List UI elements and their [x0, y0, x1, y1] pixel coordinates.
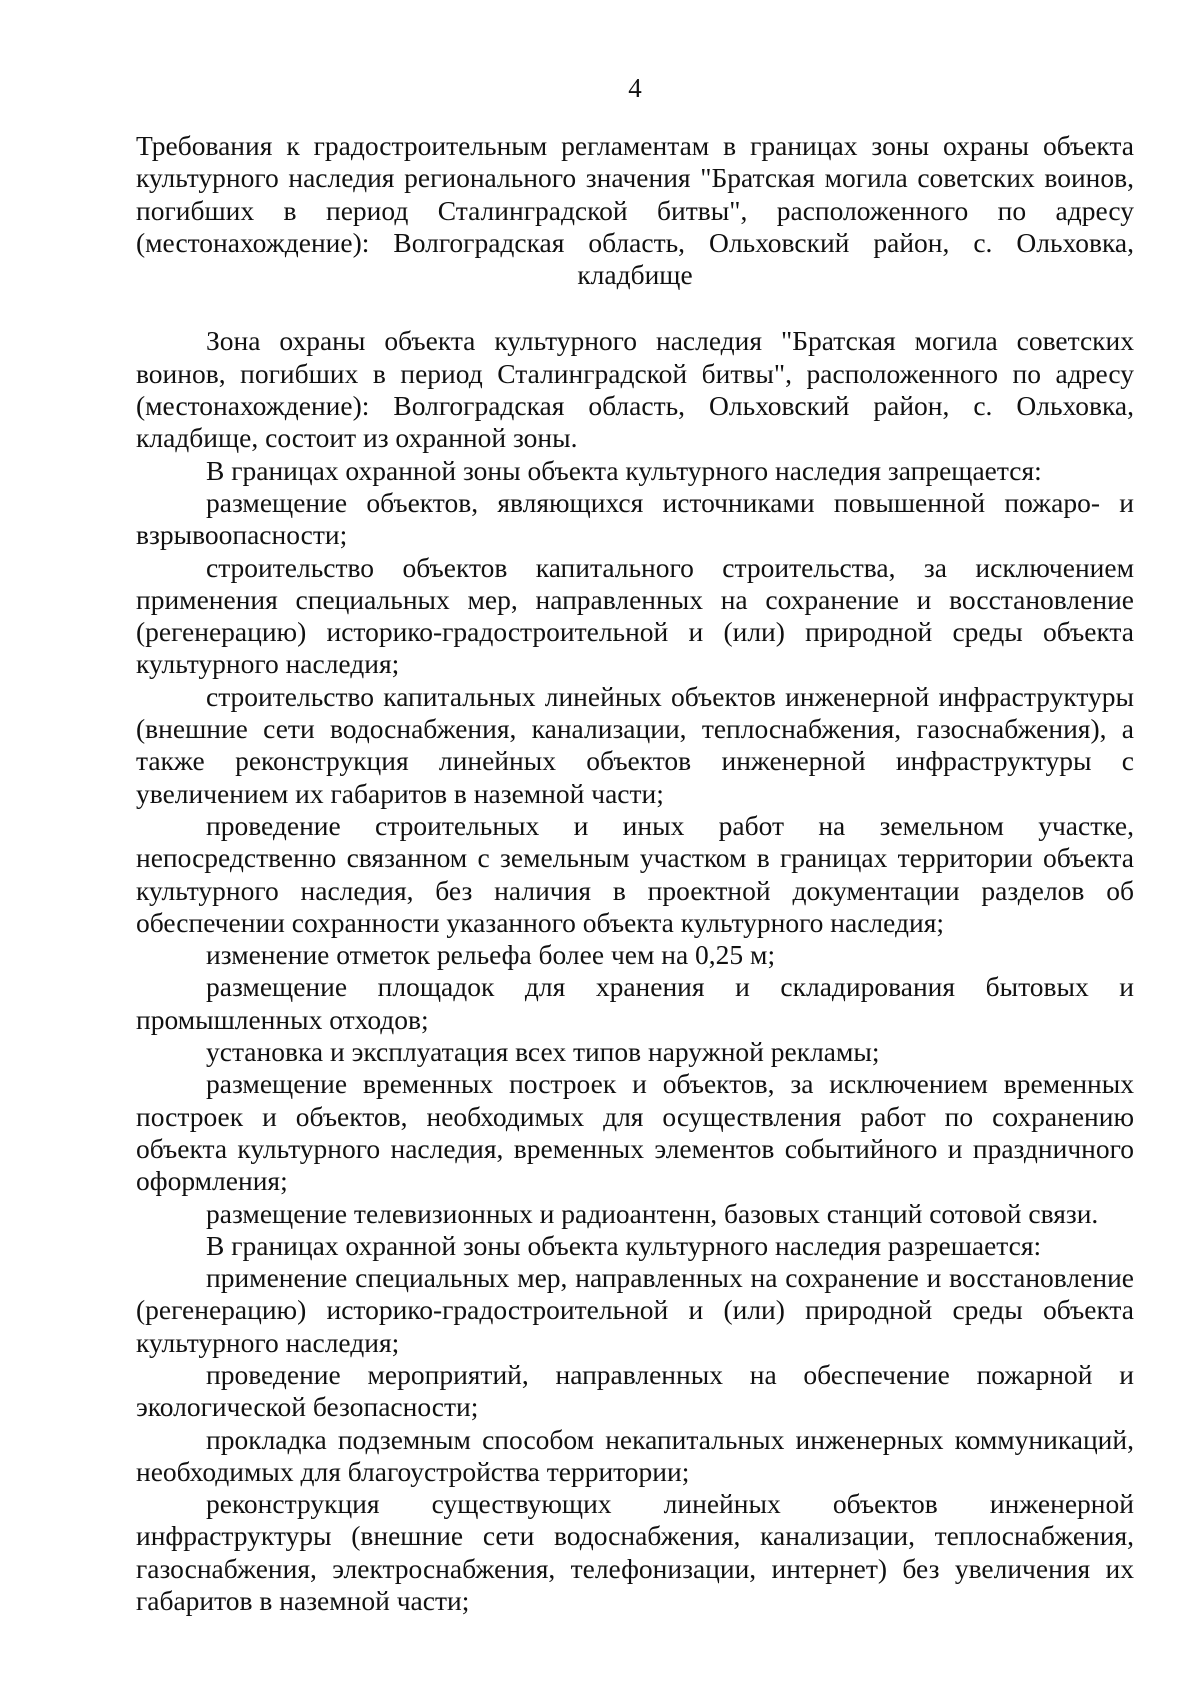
paragraph-prohibited-item: строительство объектов капитального строительства, за исключением применения специальных мер, направленных на сохранение и восстановление (регенерацию) историко-градостроительной и (или) природной среды объекта культурного наследия;	[136, 551, 1134, 680]
paragraph-prohibited-item: размещение площадок для хранения и складирования бытовых и промышленных отходов;	[136, 971, 1134, 1035]
paragraph-prohibited-item: строительство капитальных линейных объектов инженерной инфраструктуры (внешние сети водоснабжения, канализации, теплоснабжения, газоснабжения), а также реконструкция линейных объектов инженерной инфраструктуры с увеличением их габаритов в наземной части;	[136, 680, 1134, 809]
paragraph-prohibited-heading: В границах охранной зоны объекта культурного наследия запрещается:	[206, 454, 1042, 486]
paragraph-permitted-item: прокладка подземным способом некапитальных инженерных коммуникаций, необходимых для благоустройства территории;	[136, 1423, 1134, 1487]
paragraph-prohibited-item: изменение отметок рельефа более чем на 0,25 м;	[206, 939, 776, 971]
paragraph-prohibited-item: размещение временных построек и объектов, за исключением временных построек и объектов, необходимых для осуществления работ по сохранению объекта культурного наследия, временных элементов событийного и праздничного оформления;	[136, 1068, 1134, 1197]
paragraph-prohibited-item: размещение объектов, являющихся источниками повышенной пожаро- и взрывоопасности;	[136, 486, 1134, 551]
document-title: Требования к градостроительным регламентам в границах зоны охраны объекта культурного наследия регионального значения "Братская могила советских воинов, погибших в период Сталинградской битвы", расположенного по адресу (местонахождение): Волгоградская область, Ольховский район, с. Ольховка, кладбище	[136, 130, 1134, 291]
paragraph-permitted-item: реконструкция существующих линейных объектов инженерной инфраструктуры (внешние сети водоснабжения, канализации, теплоснабжения, газоснабжения, электроснабжения, телефонизации, интернет) без увеличения их габаритов в наземной части;	[136, 1488, 1134, 1617]
paragraph-prohibited-item: установка и эксплуатация всех типов наружной рекламы;	[206, 1036, 880, 1068]
paragraph-prohibited-item: размещение телевизионных и радиоантенн, базовых станций сотовой связи.	[206, 1197, 1099, 1229]
document-body	[136, 130, 1134, 1617]
paragraph-zone-description: Зона охраны объекта культурного наследия "Братская могила советских воинов, погибших в период Сталинградской битвы", расположенного по адресу (местонахождение): Волгоградская область, Ольховский район, с. Ольховка, кладбище, состоит из охранной зоны.	[136, 325, 1134, 454]
title-spacer	[136, 291, 1134, 325]
paragraph-prohibited-item: проведение строительных и иных работ на земельном участке, непосредственно связанном с земельным участком в границах территории объекта культурного наследия, без наличия в проектной документации разделов об обеспечении сохранности указанного объекта культурного наследия;	[136, 809, 1134, 938]
paragraph-permitted-item: проведение мероприятий, направленных на обеспечение пожарной и экологической безопасности;	[136, 1358, 1134, 1423]
paragraph-permitted-item: применение специальных мер, направленных на сохранение и восстановление (регенерацию) историко-градостроительной и (или) природной среды объекта культурного наследия;	[136, 1262, 1134, 1358]
page-number: 4	[628, 73, 642, 103]
paragraph-permitted-heading: В границах охранной зоны объекта культурного наследия разрешается:	[206, 1229, 1042, 1261]
